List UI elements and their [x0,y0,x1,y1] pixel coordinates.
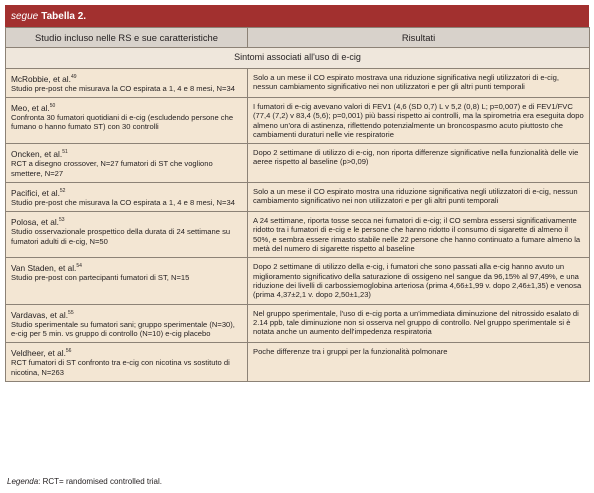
study-author-name: Vardavas, et al. [11,309,69,320]
table-row [6,144,590,183]
table-row [6,343,590,382]
table-caption [5,5,589,27]
study-reference-number: 56 [65,348,72,355]
table-row [6,97,590,143]
study-author [11,309,242,320]
study-author-name: Pacifici, et al. [11,187,60,198]
study-reference-number: 52 [59,187,66,194]
study-reference-number: 53 [58,217,65,224]
legend-text: : RCT= randomised controlled trial. [38,477,162,486]
result-cell: I fumatori di e-cig avevano valori di FEV1 (4,6 (SD 0,7) L v 5,2 (0,8) L; p=0,007) e di FEV1/FVC (77,4 (7,2) v 83,4 (5,6); p=0,001) più bassi rispetto ai controlli, ma la spirometria era eseguita dopo almeno un'ora di astinenza, riflettendo potenzialmente un broncospasmo acuto piuttosto che cambiamenti duraturi nelle vie respiratorie [248,97,590,143]
study-author [11,262,242,273]
study-cell [6,182,248,211]
result-cell: Solo a un mese il CO espirato mostra una riduzione significativa negli utilizzatori di e-cig, nessun cambiamento significativo nei non utilizzatori e per gli altri punti temporali [248,182,590,211]
study-description: RCT fumatori di ST confronto tra e-cig con nicotina vs sostituto di nicotina, N=263 [11,358,230,377]
section-title: Sintomi associati all'uso di e-cig [6,48,590,68]
study-cell [6,304,248,343]
table-row [6,68,590,97]
study-reference-number: 51 [62,149,68,156]
study-cell [6,97,248,143]
study-reference-number: 50 [49,102,56,109]
study-cell [6,144,248,183]
result-cell: Dopo 2 settimane di utilizzo di e-cig, non riporta differenze significative nella funzionalità delle vie aeree rispetto al baseline (p>0,09) [248,144,590,183]
study-cell [6,258,248,304]
legend [7,477,162,486]
result-cell: Poche differenze tra i gruppi per la funzionalità polmonare [248,343,590,382]
study-author [11,216,242,227]
study-cell [6,68,248,97]
table-row [6,212,590,258]
studies-table [5,27,590,382]
study-author [11,102,242,113]
study-author-name: Oncken, et al. [11,148,63,159]
result-cell: A 24 settimane, riporta tosse secca nei fumatori di e-cig; il CO sembra essersi significativamente ridotto tra i fumatori di e-cig e le persone che hanno ridotto il consumo di sigarette di almeno il 50%, e sembra essere rimasto stabile nelle 22 persone che hanno continuato a fumare almeno la metà del numero di sigarette rispetto al baseline [248,212,590,258]
section-row [6,48,590,68]
study-author-name: McRobbie, et al. [11,73,71,84]
table-row [6,304,590,343]
result-cell: Solo a un mese il CO espirato mostrava una riduzione significativa negli utilizzatori di e-cig, nessun cambiamento significativo nei non utilizzatori e per gli altri punti temporali [248,68,590,97]
study-author [11,187,242,198]
study-author [11,148,242,159]
study-author-name: Meo, et al. [11,102,50,113]
legend-label: Legenda [7,477,39,486]
study-reference-number: 49 [70,73,77,80]
study-cell [6,212,248,258]
study-description: Studio osservazionale prospettico della durata di 24 settimane su fumatori adulti di e-cig, N=50 [11,227,231,246]
caption-title: Tabella 2. [41,10,87,22]
study-description: RCT a disegno crossover, N=27 fumatori di ST che vogliono smettere, N=27 [11,159,213,178]
study-reference-number: 55 [68,309,74,316]
header-studies: Studio incluso nelle RS e sue caratteristiche [6,28,248,48]
result-cell: Dopo 2 settimane di utilizzo della e-cig, i fumatori che sono passati alla e-cig hanno avuto un miglioramento significativo della saturazione di ossigeno nel sangue da 96,15% al 97,49%, e una riduzione dei livelli di carbossiemoglobina arteriosa (prima 4,66±1,99 v. dopo 2,46±1,35) e venosa (prima 4,37±2,1 v. dopo 2,50±1,23) [248,258,590,304]
result-cell: Nel gruppo sperimentale, l'uso di e-cig porta a un'immediata diminuzione del nitrossido esalato di 2.14 ppb, tale diminuzione non si osserva nel gruppo di controllo. Nel gruppo sperimentale si è notata anche un aumento dell'impedenza respiratoria [248,304,590,343]
caption-prefix: segue [11,10,39,22]
study-description: Studio pre-post che misurava la CO espirata a 1, 4 e 8 mesi, N=34 [11,197,235,207]
table-row [6,258,590,304]
study-description: Confronta 30 fumatori quotidiani di e-cig (escludendo persone che fumano o hanno fumato ST) con 30 controlli [11,113,234,132]
study-author-name: Veldheer, et al. [11,347,66,358]
study-author-name: Polosa, et al. [11,216,59,227]
study-author-name: Van Staden, et al. [11,263,77,274]
study-description: Studio pre-post con partecipanti fumatori di ST, N=15 [11,273,190,283]
table-header-row [6,28,590,48]
header-results: Risultati [248,28,590,48]
study-cell [6,343,248,382]
study-author [11,347,242,358]
study-reference-number: 54 [76,263,82,270]
study-description: Studio pre-post che misurava la CO espirata a 1, 4 e 8 mesi, N=34 [11,83,235,93]
study-description: Studio sperimentale su fumatori sani; gruppo sperimentale (N=30), e-cig per 5 min. vs gruppo di controllo (N=10) e-cig placebo [11,319,235,338]
table-row [6,182,590,211]
study-author [11,73,242,84]
